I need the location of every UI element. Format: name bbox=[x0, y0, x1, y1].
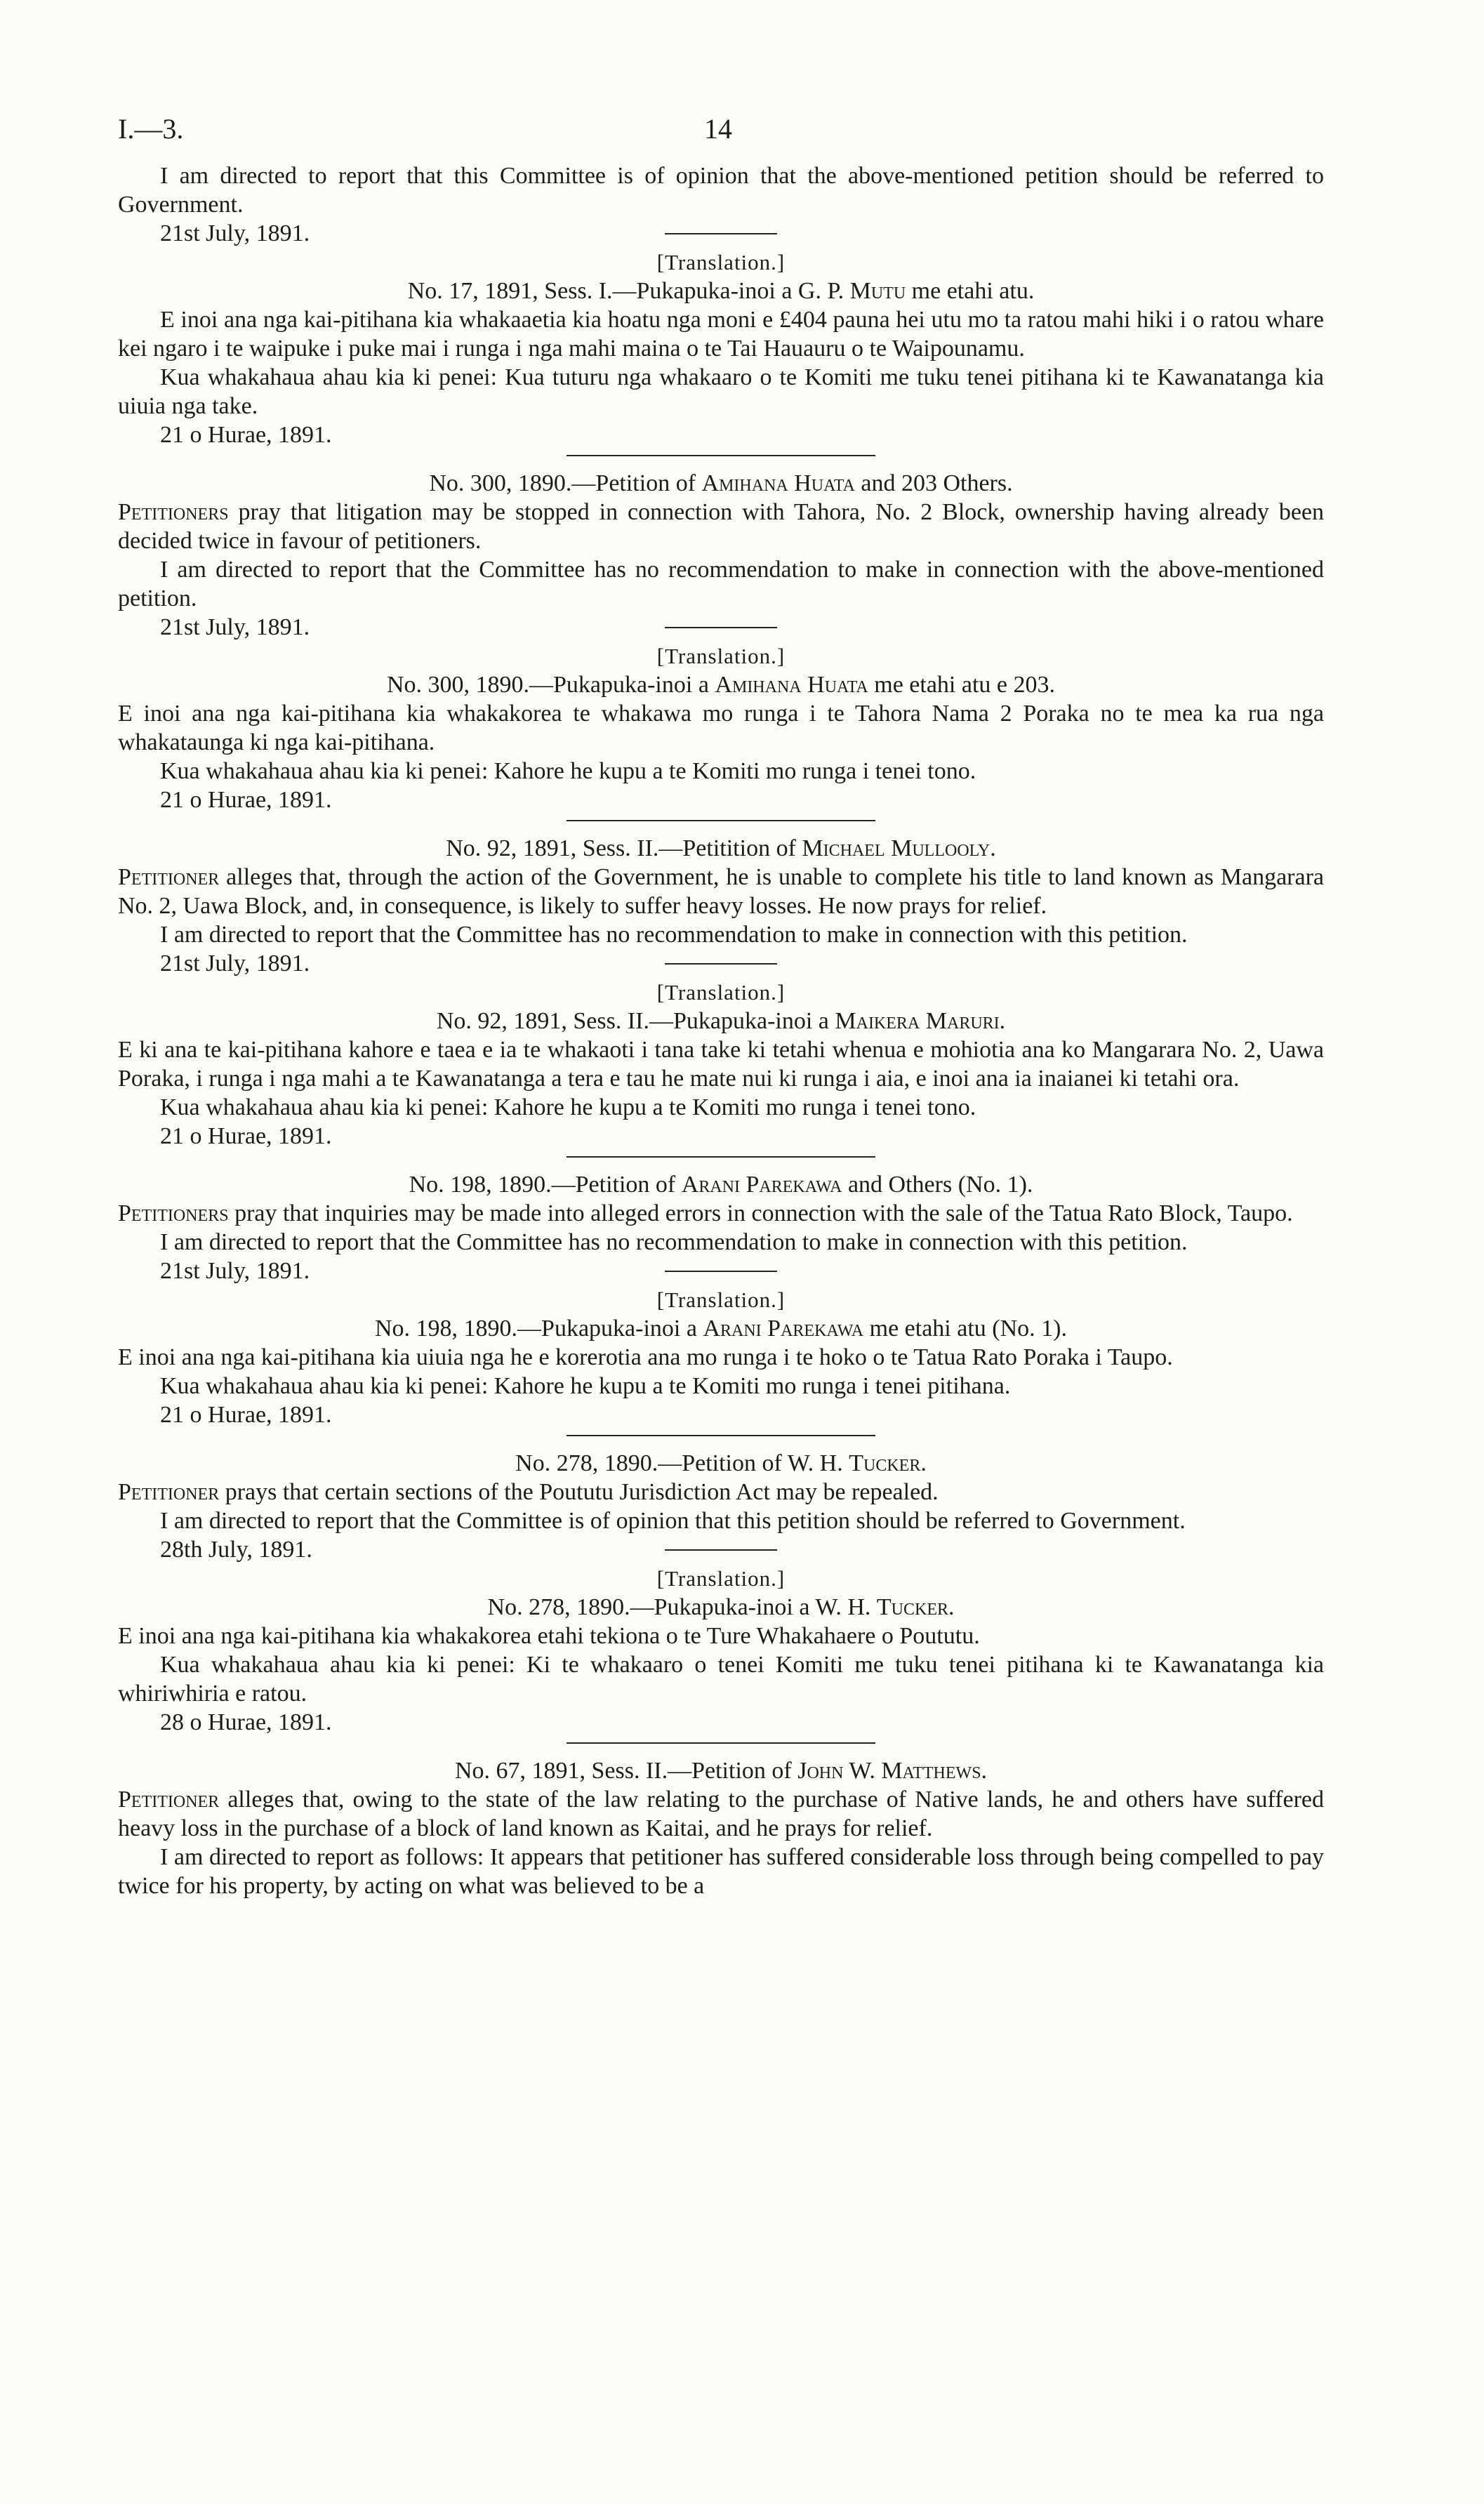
petition-summary: Petitioner alleges that, through the action of the Government, he is unable to complete his title to land known as Mangarara No. 2, Uawa Block, and, in consequence, is likely to suffer heavy losses. He now prays for relief. bbox=[118, 864, 1324, 919]
translation-heading: No. 92, 1891, Sess. II.—Pukapuka-inoi a Maikera Maruri. bbox=[436, 1008, 1006, 1034]
document-page bbox=[118, 112, 1324, 1900]
translation-label: [Translation.] bbox=[656, 250, 786, 274]
maori-report: Kua whakahaua ahau kia ki penei: Kua tuturu nga whakaaro o te Komiti me tuku tenei pitihana ki te Kawanatanga kia uiuia nga take. bbox=[118, 364, 1324, 419]
petition-heading: No. 17, 1891, Sess. I.—Pukapuka-inoi a G. P. Mutu me etahi atu. bbox=[407, 278, 1035, 304]
report-date: 21st July, 1891. bbox=[160, 614, 310, 640]
maori-date: 28 o Hurae, 1891. bbox=[160, 1709, 332, 1735]
translation-label: [Translation.] bbox=[656, 644, 786, 668]
petition-heading: No. 300, 1890.—Petition of Amihana Huata and 203 Others. bbox=[429, 470, 1013, 496]
report-date: 21st July, 1891. bbox=[160, 1258, 310, 1284]
translation-heading: No. 198, 1890.—Pukapuka-inoi a Arani Parekawa me etahi atu (No. 1). bbox=[374, 1316, 1067, 1342]
report-paragraph: I am directed to report that the Committee has no recommendation to make in connection with this petition. bbox=[160, 922, 1188, 948]
petition-heading: No. 67, 1891, Sess. II.—Petition of John W. Matthews. bbox=[454, 1758, 988, 1784]
petition-summary: Petitioners pray that litigation may be stopped in connection with Tahora, No. 2 Block, ownership having already been decided twice in favour of petitioners. bbox=[118, 499, 1324, 554]
report-paragraph: I am directed to report that the Committee has no recommendation to make in connection with this petition. bbox=[160, 1229, 1188, 1255]
maori-date: 21 o Hurae, 1891. bbox=[160, 1402, 332, 1428]
maori-report: Kua whakahaua ahau kia ki penei: Kahore he kupu a te Komiti mo runga i tenei tono. bbox=[160, 758, 976, 784]
maori-date: 21 o Hurae, 1891. bbox=[160, 1123, 332, 1149]
divider bbox=[665, 963, 777, 965]
report-paragraph: I am directed to report that the Committee is of opinion that this petition should be referred to Government. bbox=[160, 1508, 1186, 1534]
translation-heading: No. 300, 1890.—Pukapuka-inoi a Amihana Huata me etahi atu e 203. bbox=[386, 672, 1056, 698]
report-date: 21st July, 1891. bbox=[160, 950, 310, 976]
petition-heading: No. 278, 1890.—Petition of W. H. Tucker. bbox=[515, 1450, 927, 1476]
maori-paragraph: E ki ana te kai-pitihana kahore e taea e ia te whakaoti i tana take ki tetahi whenua e mohiotia ana ko Mangarara No. 2, Uawa Poraka, i runga i nga mahi a te Kawanatanga a tera e tau he mate nui ki runga i aia, e inoi ana ia inaianei ki tetahi ora. bbox=[118, 1037, 1324, 1092]
maori-paragraph: E inoi ana nga kai-pitihana kia uiuia nga he e korerotia ana mo runga i te hoko o te Tatua Rato Poraka i Taupo. bbox=[118, 1344, 1173, 1370]
report-date: 21st July, 1891. bbox=[160, 220, 310, 246]
divider bbox=[665, 1271, 777, 1272]
maori-report: Kua whakahaua ahau kia ki penei: Kahore he kupu a te Komiti mo runga i tenei pitihana. bbox=[160, 1373, 1011, 1399]
maori-report: Kua whakahaua ahau kia ki penei: Ki te whakaaro o tenei Komiti me tuku tenei pitihana ki te Kawanatanga kia whiriwhiria e ratou. bbox=[118, 1652, 1324, 1707]
petition-summary: Petitioner prays that certain sections of the Poututu Jurisdiction Act may be repealed. bbox=[118, 1479, 939, 1505]
petition-heading: No. 92, 1891, Sess. II.—Petitition of Michael Mullooly. bbox=[446, 835, 996, 861]
translation-label: [Translation.] bbox=[656, 980, 786, 1005]
petition-summary: Petitioner alleges that, owing to the state of the law relating to the purchase of Native lands, he and others have suffered heavy loss in the purchase of a block of land known as Kaitai, and he prays for relief. bbox=[118, 1787, 1324, 1841]
page-number: 14 bbox=[704, 113, 732, 145]
petition-heading: No. 198, 1890.—Petition of Arani Parekawa and Others (No. 1). bbox=[409, 1172, 1033, 1198]
translation-label: [Translation.] bbox=[656, 1566, 786, 1591]
maori-paragraph: E inoi ana nga kai-pitihana kia whakaaetia kia hoatu nga moni e £404 pauna hei utu mo ta ratou mahi hiki i o ratou whare kei ngaro i te waipuke i puke mai i runga i nga mahi maina o te Tai Hauauru o te Waipounamu. bbox=[118, 307, 1324, 362]
divider bbox=[665, 1549, 777, 1551]
report-paragraph: I am directed to report that this Committee is of opinion that the above-mentioned petition should be referred to Government. bbox=[118, 163, 1324, 218]
maori-paragraph: E inoi ana nga kai-pitihana kia whakakorea etahi tekiona o te Ture Whakahaere o Poututu. bbox=[118, 1623, 980, 1649]
paper-reference: I.—3. bbox=[118, 113, 184, 145]
translation-heading: No. 278, 1890.—Pukapuka-inoi a W. H. Tucker. bbox=[487, 1594, 955, 1620]
petition-summary: Petitioners pray that inquiries may be made into alleged errors in connection with the sale of the Tatua Rato Block, Taupo. bbox=[118, 1200, 1293, 1226]
report-paragraph: I am directed to report that the Committee has no recommendation to make in connection with the above-mentioned petition. bbox=[118, 557, 1324, 611]
maori-report: Kua whakahaua ahau kia ki penei: Kahore he kupu a te Komiti mo runga i tenei tono. bbox=[160, 1094, 976, 1120]
page-header bbox=[118, 112, 1324, 161]
report-paragraph: I am directed to report as follows: It appears that petitioner has suffered considerable loss through being compelled to pay twice for his property, by acting on what was believed to be a bbox=[118, 1844, 1324, 1899]
translation-label: [Translation.] bbox=[656, 1287, 786, 1312]
divider bbox=[665, 627, 777, 628]
maori-date: 21 o Hurae, 1891. bbox=[160, 422, 332, 448]
maori-date: 21 o Hurae, 1891. bbox=[160, 787, 332, 813]
report-date: 28th July, 1891. bbox=[160, 1537, 312, 1563]
divider bbox=[665, 233, 777, 234]
maori-paragraph: E inoi ana nga kai-pitihana kia whakakorea te whakawa mo runga i te Tahora Nama 2 Poraka no te mea ka rua nga whakataunga ki nga kai-pitihana. bbox=[118, 701, 1324, 755]
